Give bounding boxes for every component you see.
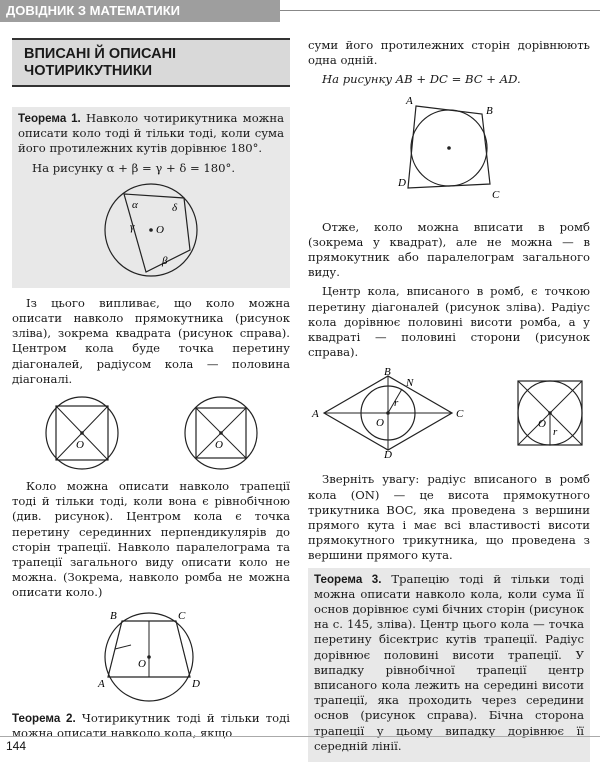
theorem-2-continuation: суми його протилежних сторін дорівнюють одна одній. [308, 38, 590, 68]
paragraph-rectangle-square: Із цього випливає, що коло можна описати навколо прямокутника (рисунок зліва), зокрема квадрата (рисунок справа). Центром кола буде точка перетину діагоналей, радіусом кола — половина діагоналі. [12, 295, 290, 386]
label-r: r [553, 426, 558, 439]
paragraph-rhombus-center: Центр кола, вписаного в ромб, є точкою перетину діагоналей (рисунок зліва). Радіус кола дорівнює половині висоти ромба, а у квадраті — половині сторони (рисунок справа). [308, 284, 590, 360]
theorem-3-label: Теорема 3. [314, 572, 382, 586]
rhombus-square-figures [308, 368, 590, 458]
theorem-1 [18, 111, 284, 157]
note-radius: Зверніть увагу: радіус вписаного в ромб кола (ON) — це висота прямокутного трикутника BOC, яка проведена з вершини прямого кута і має всі властивості висоти прямокутного трикутника, що проведена з вершини прямого кута. [308, 472, 590, 563]
label-delta: δ [172, 201, 178, 214]
circumscribed-square-figure [181, 393, 261, 473]
label-D: D [398, 176, 406, 189]
label-C: C [456, 408, 464, 421]
theorem-1-figure-ref: На рисунку α + β = γ + δ = 180°. [32, 160, 236, 175]
label-C: C [178, 609, 186, 622]
label-B: B [384, 368, 391, 379]
label-A: A [98, 677, 105, 690]
label-A: A [406, 94, 413, 107]
section-title [12, 38, 290, 87]
inscribed-square-figure [510, 373, 590, 453]
circumscribed-rectangle-figure [42, 393, 122, 473]
theorem-1-label: Теорема 1. [18, 112, 81, 125]
header-rule [280, 10, 600, 11]
label-O: O [214, 439, 223, 452]
label-O: O [75, 439, 84, 452]
label-A: A [312, 408, 319, 421]
theorem-2-figure-ref: На рисунку AB + DC = BC + AD. [322, 72, 521, 87]
label-N: N [406, 377, 414, 390]
theorem-3-box [308, 568, 590, 762]
theorem-2-label: Теорема 2. [12, 711, 76, 725]
theorem-3 [314, 572, 584, 754]
label-alpha: α [132, 198, 138, 211]
label-B: B [110, 609, 117, 622]
left-column [12, 28, 290, 745]
theorem-2-text: Чотирикутник тоді й тільки тоді можна описати навколо кола, якщо [12, 710, 290, 740]
label-beta: β [162, 254, 168, 267]
inscribed-circle-quadrilateral-figure [394, 92, 504, 202]
label-D: D [192, 677, 200, 690]
right-column [308, 38, 590, 766]
label-gamma: γ [130, 220, 135, 233]
label-B: B [486, 104, 493, 117]
circumscribed-trapezoid-figure [86, 605, 216, 705]
theorem-1-box [12, 107, 290, 288]
label-O: O [138, 657, 146, 670]
rect-square-figures [12, 393, 290, 473]
theorem-1-text: Навколо чотирикутника можна описати коло тоді й тільки тоді, коли сума його протилежних кутів дорівнює 180°. [18, 111, 284, 156]
section-title-line-2: ЧОТИРИКУТНИКИ [24, 63, 153, 79]
page-number: 144 [0, 736, 600, 755]
label-r: r [394, 397, 399, 410]
label-O: O [538, 418, 546, 431]
running-header: ДОВІДНИК З МАТЕМАТИКИ [0, 0, 280, 22]
paragraph-rhombus: Отже, коло можна вписати в ромб (зокрема у квадрат), але не можна — в прямокутник або паралелограм загального виду. [308, 219, 590, 280]
label-D: D [384, 449, 392, 459]
inscribed-quadrilateral-figure [96, 180, 206, 280]
paragraph-trapezoid: Коло можна описати навколо трапеції тоді й тільки тоді, коли вона є рівнобічною (див. рисунок). Центром кола є точка перетину серединних перпендикулярів до сторін трапеції. Навколо паралелограма та трапеції загального виду описати коло не можна. (Зокрема, навколо ромба не можна описати коло.) [12, 479, 290, 600]
label-O: O [376, 417, 384, 430]
theorem-3-text: Трапецію тоді й тільки тоді можна описати навколо кола, коли сума її основ дорівнює сумі бічних сторін (рисунок на с. 145, зліва). Центр цього кола — точка перетину бісектрис кутів трапеції. Радіус дорівнює половині висоти трапеції. У випадку рівнобічної трапеції центр вписаного кола лежить на середині висоти трапеції, яка проходить через середини основ (рисунок справа). Бічна сторона трапеції у цьому випадку дорівнює її середній лінії. [314, 571, 584, 753]
inscribed-rhombus-figure [308, 368, 468, 458]
section-title-line-1: ВПИСАНІ Й ОПИСАНІ [24, 46, 177, 62]
label-O: O [156, 223, 164, 236]
label-C: C [492, 188, 500, 201]
